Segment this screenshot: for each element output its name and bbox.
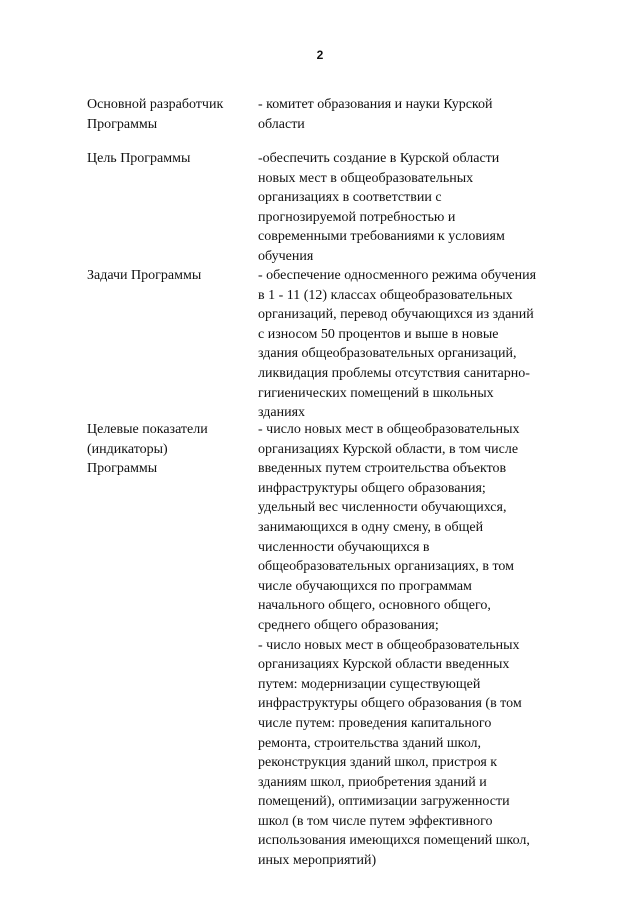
row-value: - число новых мест в общеобразовательных организациях Курской области, в том числе введенных путем строительства объектов инфраструктуры общего образования; удельный вес численности обучающихся, занимающихся в одну смену, в общей численности обучающихся в общеобразовательных организациях, в том числе обучающихся по программам начального общего, основного общего, среднего общего образования; - число новых мест в общеобразовательных организациях Курской области введенных путем: модернизации существующей инфраструктуры общего образования (в том числе путем: проведения капитального ремонта, строительства зданий школ, реконструкция зданий школ, пристроя к зданиям школ, приобретения зданий и помещений), оптимизации загруженности школ (в том числе путем эффективного использования имеющихся помещений школ, иных мероприятий) [258, 422, 530, 869]
row-label: Цель Программы [87, 151, 191, 166]
row-label: Задачи Программы [87, 268, 202, 283]
row-label: Основной разработчик Программы [87, 97, 224, 132]
row-label: Целевые показатели (индикаторы) Программы [87, 422, 208, 477]
page-number: 2 [316, 48, 324, 62]
row-value: - комитет образования и науки Курской области [258, 97, 493, 132]
row-value: - обеспечение односменного режима обучения в 1 - 11 (12) классах общеобразовательных организаций, перевод обучающихся из зданий с износом 50 процентов и выше в новые здания общеобразовательных организаций, ликвидация проблемы отсутствия санитарно- гигиенических помещений в школьных зданиях [258, 268, 537, 421]
row-value: -обеспечить создание в Курской области новых мест в общеобразовательных организациях в соответствии с прогнозируемой потребностью и современными требованиями к условиям обучения [258, 151, 505, 264]
